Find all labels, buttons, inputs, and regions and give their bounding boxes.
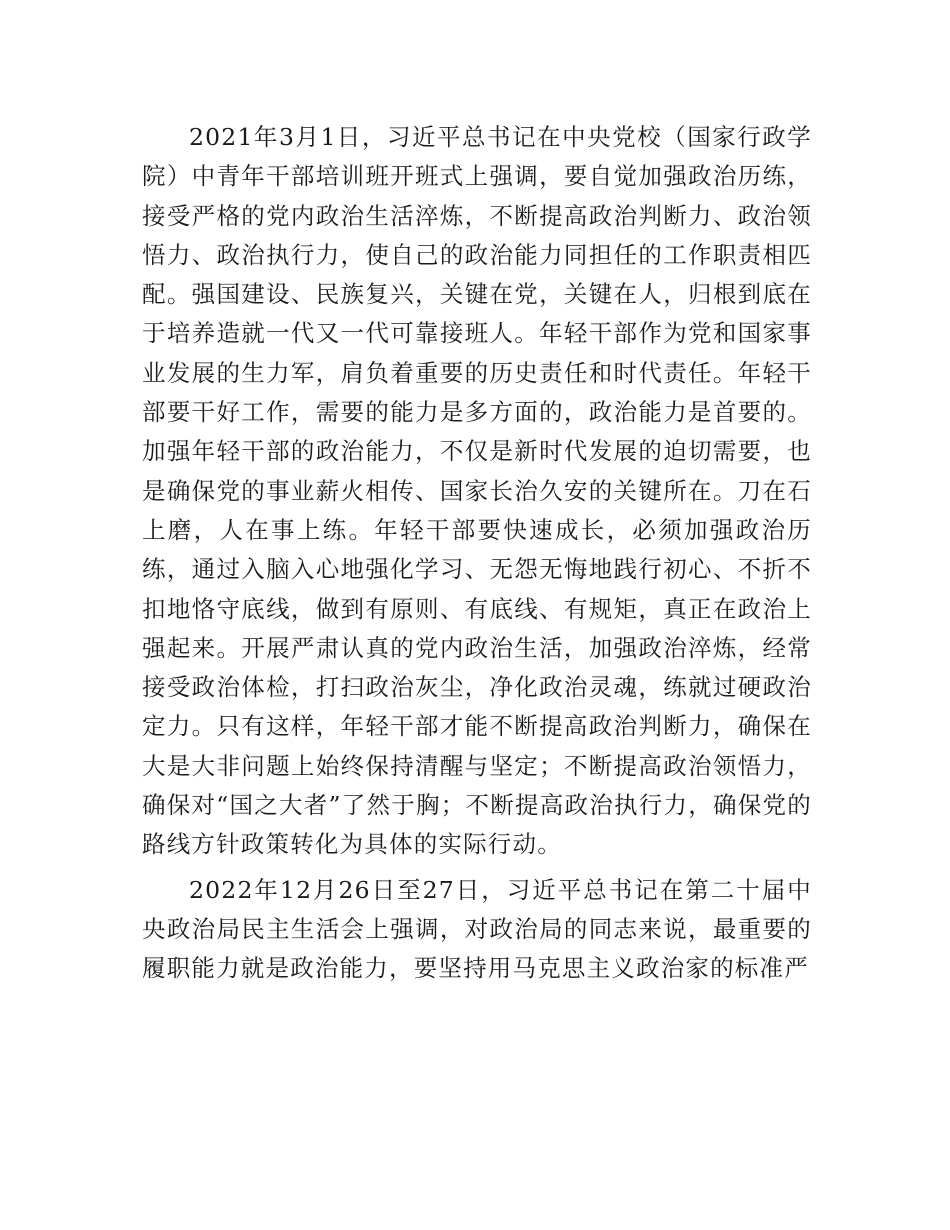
document-body bbox=[142, 118, 812, 989]
paragraph-2: 2022年12月26日至27日，习近平总书记在第二十届中央政治局民主生活会上强调，对政治局的同志来说，最重要的履职能力就是政治能力，要坚持用马克思主义政治家的标准严 bbox=[142, 875, 812, 983]
paragraph-1: 2021年3月1日，习近平总书记在中央党校（国家行政学院）中青年干部培训班开班式上强调，要自觉加强政治历练，接受严格的党内政治生活淬炼，不断提高政治判断力、政治领悟力、政治执行力，使自己的政治能力同担任的工作职责相匹配。强国建设、民族复兴，关键在党，关键在人，归根到底在于培养造就一代又一代可靠接班人。年轻干部作为党和国家事业发展的生力军，肩负着重要的历史责任和时代责任。年轻干部要干好工作，需要的能力是多方面的，政治能力是首要的。加强年轻干部的政治能力，不仅是新时代发展的迫切需要，也是确保党的事业薪火相传、国家长治久安的关键所在。刀在石上磨，人在事上练。年轻干部要快速成长，必须加强政治历练，通过入脑入心地强化学习、无怨无悔地践行初心、不折不扣地恪守底线，做到有原则、有底线、有规矩，真正在政治上强起来。开展严肃认真的党内政治生活，加强政治淬炼，经常接受政治体检，打扫政治灰尘，净化政治灵魂，练就过硬政治定力。只有这样，年轻干部才能不断提高政治判断力，确保在大是大非问题上始终保持清醒与坚定；不断提高政治领悟力，确保对“国之大者”了然于胸；不断提高政治执行力，确保党的路线方针政策转化为具体的实际行动。 bbox=[142, 123, 812, 859]
